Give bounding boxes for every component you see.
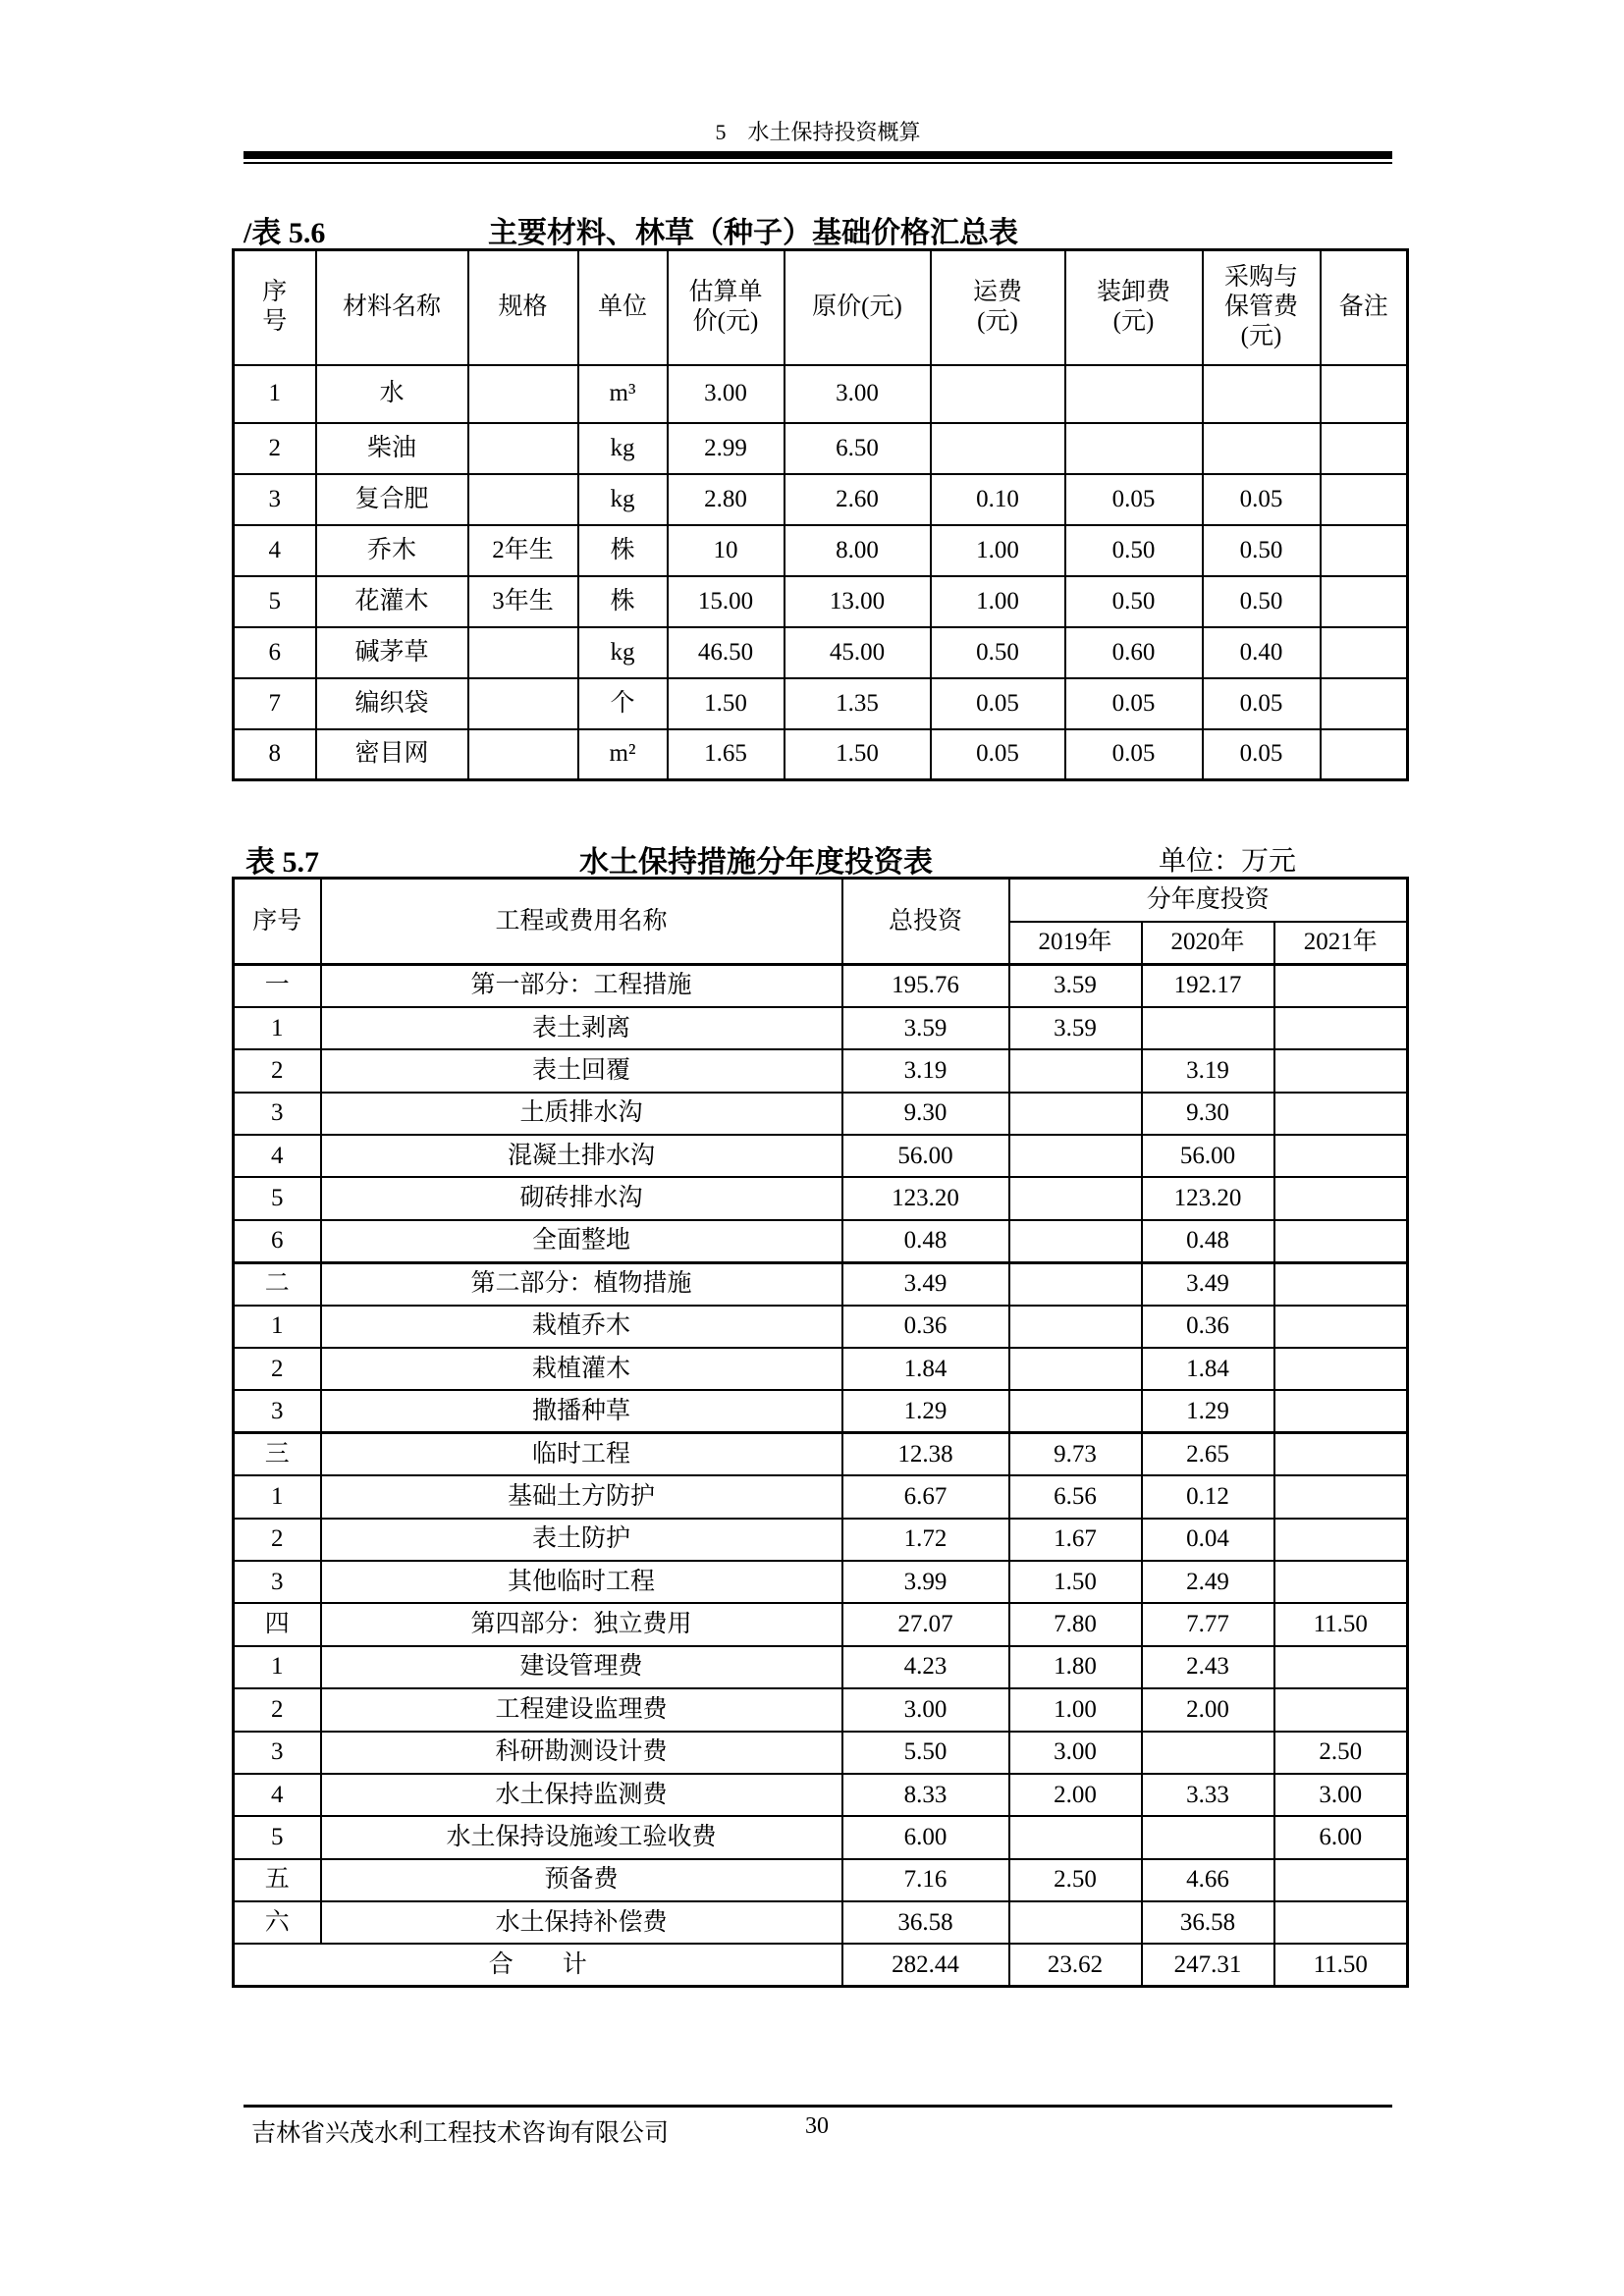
table-cell: 6.67 bbox=[842, 1475, 1009, 1518]
table-cell: 第二部分：植物措施 bbox=[321, 1262, 842, 1305]
table-cell: 株 bbox=[578, 525, 668, 576]
table-cell: 1.67 bbox=[1009, 1519, 1142, 1561]
table-row bbox=[234, 729, 1408, 780]
table-cell bbox=[1009, 1177, 1142, 1219]
table-cell: 123.20 bbox=[1142, 1177, 1274, 1219]
table-cell: 3年生 bbox=[468, 576, 578, 627]
table-cell bbox=[1009, 1306, 1142, 1348]
table-cell: 0.10 bbox=[931, 474, 1065, 525]
table-row bbox=[234, 474, 1408, 525]
table-cell: 撒播种草 bbox=[321, 1390, 842, 1432]
table-cell: 混凝土排水沟 bbox=[321, 1135, 842, 1177]
table-cell bbox=[931, 423, 1065, 474]
table-cell bbox=[1274, 1093, 1408, 1135]
table-cell bbox=[468, 678, 578, 729]
table-cell: 11.50 bbox=[1274, 1603, 1408, 1645]
table-cell: 2.00 bbox=[1009, 1774, 1142, 1816]
table-row bbox=[234, 1561, 1408, 1603]
table-cell: 8.00 bbox=[785, 525, 931, 576]
table-cell bbox=[1009, 1390, 1142, 1432]
section-row bbox=[234, 1433, 1408, 1475]
table-cell: 1.29 bbox=[842, 1390, 1009, 1432]
table-cell: 36.58 bbox=[1142, 1901, 1274, 1944]
table-cell: 10 bbox=[668, 525, 785, 576]
table-cell: 12.38 bbox=[842, 1433, 1009, 1475]
table-cell: 0.12 bbox=[1142, 1475, 1274, 1518]
table-cell: 0.50 bbox=[1203, 576, 1321, 627]
table-cell: 4 bbox=[234, 525, 316, 576]
table-cell: 6.56 bbox=[1009, 1475, 1142, 1518]
header-cell: 采购与 保管费 (元) bbox=[1203, 250, 1321, 365]
table-5-6-number: /表 5.6 bbox=[244, 217, 326, 249]
table-row bbox=[234, 365, 1408, 423]
table-cell: 2.49 bbox=[1142, 1561, 1274, 1603]
header-year-2021: 2021年 bbox=[1274, 922, 1408, 965]
table-cell: 3.00 bbox=[785, 365, 931, 423]
table-cell bbox=[1065, 423, 1203, 474]
table-cell: 水土保持补偿费 bbox=[321, 1901, 842, 1944]
table-cell: 0.50 bbox=[1203, 525, 1321, 576]
table-cell bbox=[1321, 576, 1408, 627]
table-cell: 2.50 bbox=[1009, 1859, 1142, 1901]
table-cell bbox=[1274, 1135, 1408, 1177]
table-cell bbox=[1009, 1262, 1142, 1305]
table-cell: 1.84 bbox=[1142, 1348, 1274, 1390]
table-cell: 栽植乔木 bbox=[321, 1306, 842, 1348]
table-5-7-number: 表 5.7 bbox=[245, 846, 319, 879]
table-cell bbox=[1009, 1049, 1142, 1092]
table-cell: 7.16 bbox=[842, 1859, 1009, 1901]
table-cell: 2.99 bbox=[668, 423, 785, 474]
table-cell bbox=[1274, 1007, 1408, 1049]
table-cell: 9.73 bbox=[1009, 1433, 1142, 1475]
table-cell: 表土剥离 bbox=[321, 1007, 842, 1049]
table-cell bbox=[1142, 1732, 1274, 1774]
table-cell: 临时工程 bbox=[321, 1433, 842, 1475]
table-cell: 二 bbox=[234, 1262, 321, 1305]
table-cell: 0.50 bbox=[1065, 576, 1203, 627]
table-cell bbox=[468, 729, 578, 780]
table-cell: 复合肥 bbox=[316, 474, 468, 525]
table-cell: 预备费 bbox=[321, 1859, 842, 1901]
table-cell: 3 bbox=[234, 1561, 321, 1603]
table-cell: 1.00 bbox=[931, 525, 1065, 576]
table-cell: 表土回覆 bbox=[321, 1049, 842, 1092]
table-cell: 3.49 bbox=[842, 1262, 1009, 1305]
table-cell bbox=[1321, 627, 1408, 678]
header-cell: 原价(元) bbox=[785, 250, 931, 365]
table-cell: 碱茅草 bbox=[316, 627, 468, 678]
table-cell: 36.58 bbox=[842, 1901, 1009, 1944]
table-cell bbox=[468, 423, 578, 474]
table-cell: 3.19 bbox=[842, 1049, 1009, 1092]
table-cell: 1.72 bbox=[842, 1519, 1009, 1561]
table-cell bbox=[468, 627, 578, 678]
table-cell: 2.43 bbox=[1142, 1646, 1274, 1688]
table-row bbox=[234, 423, 1408, 474]
table-cell: 1 bbox=[234, 365, 316, 423]
table-row bbox=[234, 1220, 1408, 1262]
table-cell: 柴油 bbox=[316, 423, 468, 474]
table-cell: m² bbox=[578, 729, 668, 780]
table-cell: 0.05 bbox=[1203, 678, 1321, 729]
table-cell: 0.05 bbox=[1065, 678, 1203, 729]
table-cell: 花灌木 bbox=[316, 576, 468, 627]
table-row bbox=[234, 1007, 1408, 1049]
table-cell: 1.80 bbox=[1009, 1646, 1142, 1688]
table-cell: 0.05 bbox=[1203, 729, 1321, 780]
table-cell: 3 bbox=[234, 1390, 321, 1432]
header-annual: 分年度投资 bbox=[1009, 879, 1408, 922]
table-cell: 15.00 bbox=[668, 576, 785, 627]
table-cell bbox=[1274, 1220, 1408, 1262]
table-cell: 5.50 bbox=[842, 1732, 1009, 1774]
table-row bbox=[234, 1390, 1408, 1432]
table-cell: 基础土方防护 bbox=[321, 1475, 842, 1518]
table-cell: 2.00 bbox=[1142, 1688, 1274, 1731]
table-cell: 3.19 bbox=[1142, 1049, 1274, 1092]
table-cell bbox=[1321, 729, 1408, 780]
table-cell bbox=[1274, 1306, 1408, 1348]
running-header: 5 水土保持投资概算 bbox=[715, 120, 921, 144]
table-cell: 1 bbox=[234, 1646, 321, 1688]
table-cell: 2 bbox=[234, 423, 316, 474]
table-cell: 4.23 bbox=[842, 1646, 1009, 1688]
table-cell: 乔木 bbox=[316, 525, 468, 576]
table-cell: 0.05 bbox=[1203, 474, 1321, 525]
table-row bbox=[234, 1348, 1408, 1390]
table-cell: 1.65 bbox=[668, 729, 785, 780]
table-row bbox=[234, 1049, 1408, 1092]
table-cell bbox=[1274, 1901, 1408, 1944]
section-row bbox=[234, 1262, 1408, 1305]
table-cell: 7.80 bbox=[1009, 1603, 1142, 1645]
table-cell: 6.00 bbox=[1274, 1816, 1408, 1858]
table-cell: 46.50 bbox=[668, 627, 785, 678]
table-cell: 3.00 bbox=[842, 1688, 1009, 1731]
table-cell bbox=[1009, 1348, 1142, 1390]
table-cell: 水 bbox=[316, 365, 468, 423]
table-cell: 三 bbox=[234, 1433, 321, 1475]
table-cell: 2 bbox=[234, 1049, 321, 1092]
table-cell: 2.80 bbox=[668, 474, 785, 525]
header-rule bbox=[244, 151, 1392, 159]
table-cell: 3.00 bbox=[668, 365, 785, 423]
table-cell: 195.76 bbox=[842, 965, 1009, 1007]
table-cell bbox=[1009, 1093, 1142, 1135]
table-cell: 0.05 bbox=[931, 729, 1065, 780]
table-cell: 1.50 bbox=[668, 678, 785, 729]
table-row bbox=[234, 1732, 1408, 1774]
table-cell bbox=[1274, 1561, 1408, 1603]
header-cell: 装卸费 (元) bbox=[1065, 250, 1203, 365]
table-cell bbox=[1142, 1816, 1274, 1858]
table-cell: 一 bbox=[234, 965, 321, 1007]
table-cell: 8 bbox=[234, 729, 316, 780]
table-cell: 0.04 bbox=[1142, 1519, 1274, 1561]
page-number: 30 bbox=[805, 2113, 829, 2139]
table-cell: 栽植灌木 bbox=[321, 1348, 842, 1390]
table-cell: 27.07 bbox=[842, 1603, 1009, 1645]
table-cell bbox=[1321, 678, 1408, 729]
header-year-2019: 2019年 bbox=[1009, 922, 1142, 965]
header-cell: 运费 (元) bbox=[931, 250, 1065, 365]
table-cell: 2.60 bbox=[785, 474, 931, 525]
table-cell bbox=[1142, 1007, 1274, 1049]
table-cell: 0.36 bbox=[1142, 1306, 1274, 1348]
table-cell: 其他临时工程 bbox=[321, 1561, 842, 1603]
table-cell: 4 bbox=[234, 1135, 321, 1177]
table-cell: 1.00 bbox=[1009, 1688, 1142, 1731]
table-cell bbox=[1321, 365, 1408, 423]
table-cell: 0.50 bbox=[1065, 525, 1203, 576]
table-cell: 1.84 bbox=[842, 1348, 1009, 1390]
table-cell: 2 bbox=[234, 1519, 321, 1561]
table-cell bbox=[1009, 1220, 1142, 1262]
table-cell bbox=[468, 365, 578, 423]
table-cell bbox=[1321, 525, 1408, 576]
table-cell: 科研勘测设计费 bbox=[321, 1732, 842, 1774]
table-cell: 13.00 bbox=[785, 576, 931, 627]
table-cell: 0.40 bbox=[1203, 627, 1321, 678]
table-cell bbox=[1009, 1901, 1142, 1944]
total-label: 合 计 bbox=[234, 1944, 842, 1986]
annual-investment-table bbox=[232, 877, 1409, 1988]
table-cell: 3 bbox=[234, 1732, 321, 1774]
header-cell: 材料名称 bbox=[316, 250, 468, 365]
table-cell bbox=[1274, 1433, 1408, 1475]
table-cell bbox=[1009, 1135, 1142, 1177]
table-cell: 4 bbox=[234, 1774, 321, 1816]
table-cell bbox=[1274, 1262, 1408, 1305]
table-cell: kg bbox=[578, 423, 668, 474]
total-cell: 247.31 bbox=[1142, 1944, 1274, 1986]
table-cell: 1.50 bbox=[1009, 1561, 1142, 1603]
header-cell: 单位 bbox=[578, 250, 668, 365]
table-cell: 1.50 bbox=[785, 729, 931, 780]
table-5-7-title: 水土保持措施分年度投资表 bbox=[579, 846, 933, 879]
table-cell bbox=[1274, 1049, 1408, 1092]
table-cell bbox=[1274, 1688, 1408, 1731]
table-cell: 2.65 bbox=[1142, 1433, 1274, 1475]
table-cell: 1 bbox=[234, 1007, 321, 1049]
table-row bbox=[234, 1135, 1408, 1177]
table-cell: 水土保持设施竣工验收费 bbox=[321, 1816, 842, 1858]
table-cell: 四 bbox=[234, 1603, 321, 1645]
table-cell: 1.29 bbox=[1142, 1390, 1274, 1432]
table-cell: 8.33 bbox=[842, 1774, 1009, 1816]
table-cell: 9.30 bbox=[1142, 1093, 1274, 1135]
header-name: 工程或费用名称 bbox=[321, 879, 842, 965]
table-cell: 0.05 bbox=[931, 678, 1065, 729]
table-cell: 第一部分：工程措施 bbox=[321, 965, 842, 1007]
table-cell: 3.00 bbox=[1274, 1774, 1408, 1816]
table-cell: 3.49 bbox=[1142, 1262, 1274, 1305]
table-row bbox=[234, 1519, 1408, 1561]
header-total: 总投资 bbox=[842, 879, 1009, 965]
table-cell: 2.50 bbox=[1274, 1732, 1408, 1774]
table-cell: 株 bbox=[578, 576, 668, 627]
table-header-row bbox=[234, 879, 1408, 922]
table-cell: 3.00 bbox=[1009, 1732, 1142, 1774]
table-cell: 2年生 bbox=[468, 525, 578, 576]
table-cell: 建设管理费 bbox=[321, 1646, 842, 1688]
table-cell: 1.00 bbox=[931, 576, 1065, 627]
table-row bbox=[234, 678, 1408, 729]
table-cell bbox=[1203, 423, 1321, 474]
table-cell bbox=[468, 474, 578, 525]
table-cell: 五 bbox=[234, 1859, 321, 1901]
table-cell: 6.50 bbox=[785, 423, 931, 474]
table-cell: kg bbox=[578, 627, 668, 678]
table-cell: 0.48 bbox=[1142, 1220, 1274, 1262]
table-cell: 砌砖排水沟 bbox=[321, 1177, 842, 1219]
total-cell: 282.44 bbox=[842, 1944, 1009, 1986]
table-cell: 表土防护 bbox=[321, 1519, 842, 1561]
table-row bbox=[234, 1603, 1408, 1645]
table-5-6-title: 主要材料、林草（种子）基础价格汇总表 bbox=[488, 217, 1018, 249]
table-cell: 工程建设监理费 bbox=[321, 1688, 842, 1731]
table-row bbox=[234, 576, 1408, 627]
table-row bbox=[234, 1475, 1408, 1518]
table-row bbox=[234, 1859, 1408, 1901]
table-cell: 六 bbox=[234, 1901, 321, 1944]
table-cell: m³ bbox=[578, 365, 668, 423]
table-cell: 9.30 bbox=[842, 1093, 1009, 1135]
table-cell: 1.35 bbox=[785, 678, 931, 729]
table-cell bbox=[1274, 1348, 1408, 1390]
table-cell: 6 bbox=[234, 627, 316, 678]
table-cell: 3.59 bbox=[1009, 1007, 1142, 1049]
table-cell: 密目网 bbox=[316, 729, 468, 780]
table-cell: 第四部分：独立费用 bbox=[321, 1603, 842, 1645]
table-cell: 2 bbox=[234, 1348, 321, 1390]
table-cell: 5 bbox=[234, 1177, 321, 1219]
table-cell: 0.05 bbox=[1065, 474, 1203, 525]
table-row bbox=[234, 1177, 1408, 1219]
table-cell: 5 bbox=[234, 1816, 321, 1858]
table-cell: 0.48 bbox=[842, 1220, 1009, 1262]
table-cell: 3 bbox=[234, 1093, 321, 1135]
table-cell bbox=[931, 365, 1065, 423]
table-cell bbox=[1274, 1646, 1408, 1688]
table-row bbox=[234, 525, 1408, 576]
table-cell: 个 bbox=[578, 678, 668, 729]
total-cell: 23.62 bbox=[1009, 1944, 1142, 1986]
header-index: 序号 bbox=[234, 879, 321, 965]
table-cell: 45.00 bbox=[785, 627, 931, 678]
table-5-7-unit: 单位：万元 bbox=[1159, 846, 1297, 877]
table-cell: 56.00 bbox=[842, 1135, 1009, 1177]
footer-company: 吉林省兴茂水利工程技术咨询有限公司 bbox=[251, 2120, 670, 2147]
table-cell: 5 bbox=[234, 576, 316, 627]
table-cell: 3.99 bbox=[842, 1561, 1009, 1603]
table-cell: 土质排水沟 bbox=[321, 1093, 842, 1135]
table-cell: 3 bbox=[234, 474, 316, 525]
table-row bbox=[234, 1306, 1408, 1348]
table-cell: 1 bbox=[234, 1475, 321, 1518]
table-cell: 3.59 bbox=[842, 1007, 1009, 1049]
table-cell: kg bbox=[578, 474, 668, 525]
table-cell bbox=[1203, 365, 1321, 423]
table-cell: 4.66 bbox=[1142, 1859, 1274, 1901]
table-cell bbox=[1274, 1475, 1408, 1518]
table-cell: 0.50 bbox=[931, 627, 1065, 678]
header-cell: 规格 bbox=[468, 250, 578, 365]
table-cell: 0.36 bbox=[842, 1306, 1009, 1348]
header-year-2020: 2020年 bbox=[1142, 922, 1274, 965]
total-cell: 11.50 bbox=[1274, 1944, 1408, 1986]
total-row bbox=[234, 1944, 1408, 1986]
table-row bbox=[234, 1816, 1408, 1858]
header-cell: 估算单 价(元) bbox=[668, 250, 785, 365]
section-row bbox=[234, 965, 1408, 1007]
material-price-table bbox=[232, 248, 1409, 781]
table-cell: 2 bbox=[234, 1688, 321, 1731]
table-row bbox=[234, 627, 1408, 678]
table-row bbox=[234, 1646, 1408, 1688]
table-cell: 编织袋 bbox=[316, 678, 468, 729]
table-cell bbox=[1274, 1390, 1408, 1432]
table-cell: 3.59 bbox=[1009, 965, 1142, 1007]
table-cell: 123.20 bbox=[842, 1177, 1009, 1219]
table-cell: 0.05 bbox=[1065, 729, 1203, 780]
table-cell: 6 bbox=[234, 1220, 321, 1262]
header-cell: 序 号 bbox=[234, 250, 316, 365]
table-cell bbox=[1321, 423, 1408, 474]
table-header-row bbox=[234, 250, 1408, 365]
table-cell: 56.00 bbox=[1142, 1135, 1274, 1177]
table-cell: 全面整地 bbox=[321, 1220, 842, 1262]
table-row bbox=[234, 1688, 1408, 1731]
table-row bbox=[234, 1774, 1408, 1816]
header-cell: 备注 bbox=[1321, 250, 1408, 365]
header-rule-thin bbox=[244, 162, 1392, 164]
footer-rule bbox=[244, 2105, 1392, 2108]
table-cell: 0.60 bbox=[1065, 627, 1203, 678]
table-row bbox=[234, 1901, 1408, 1944]
table-cell: 水土保持监测费 bbox=[321, 1774, 842, 1816]
table-cell: 3.33 bbox=[1142, 1774, 1274, 1816]
table-cell bbox=[1274, 1859, 1408, 1901]
table-cell bbox=[1065, 365, 1203, 423]
table-cell bbox=[1274, 1177, 1408, 1219]
table-cell: 6.00 bbox=[842, 1816, 1009, 1858]
table-cell: 192.17 bbox=[1142, 965, 1274, 1007]
table-cell: 7.77 bbox=[1142, 1603, 1274, 1645]
table-cell: 1 bbox=[234, 1306, 321, 1348]
table-row bbox=[234, 1093, 1408, 1135]
table-cell bbox=[1321, 474, 1408, 525]
table-cell bbox=[1274, 965, 1408, 1007]
table-cell bbox=[1009, 1816, 1142, 1858]
table-cell: 7 bbox=[234, 678, 316, 729]
table-cell bbox=[1274, 1519, 1408, 1561]
